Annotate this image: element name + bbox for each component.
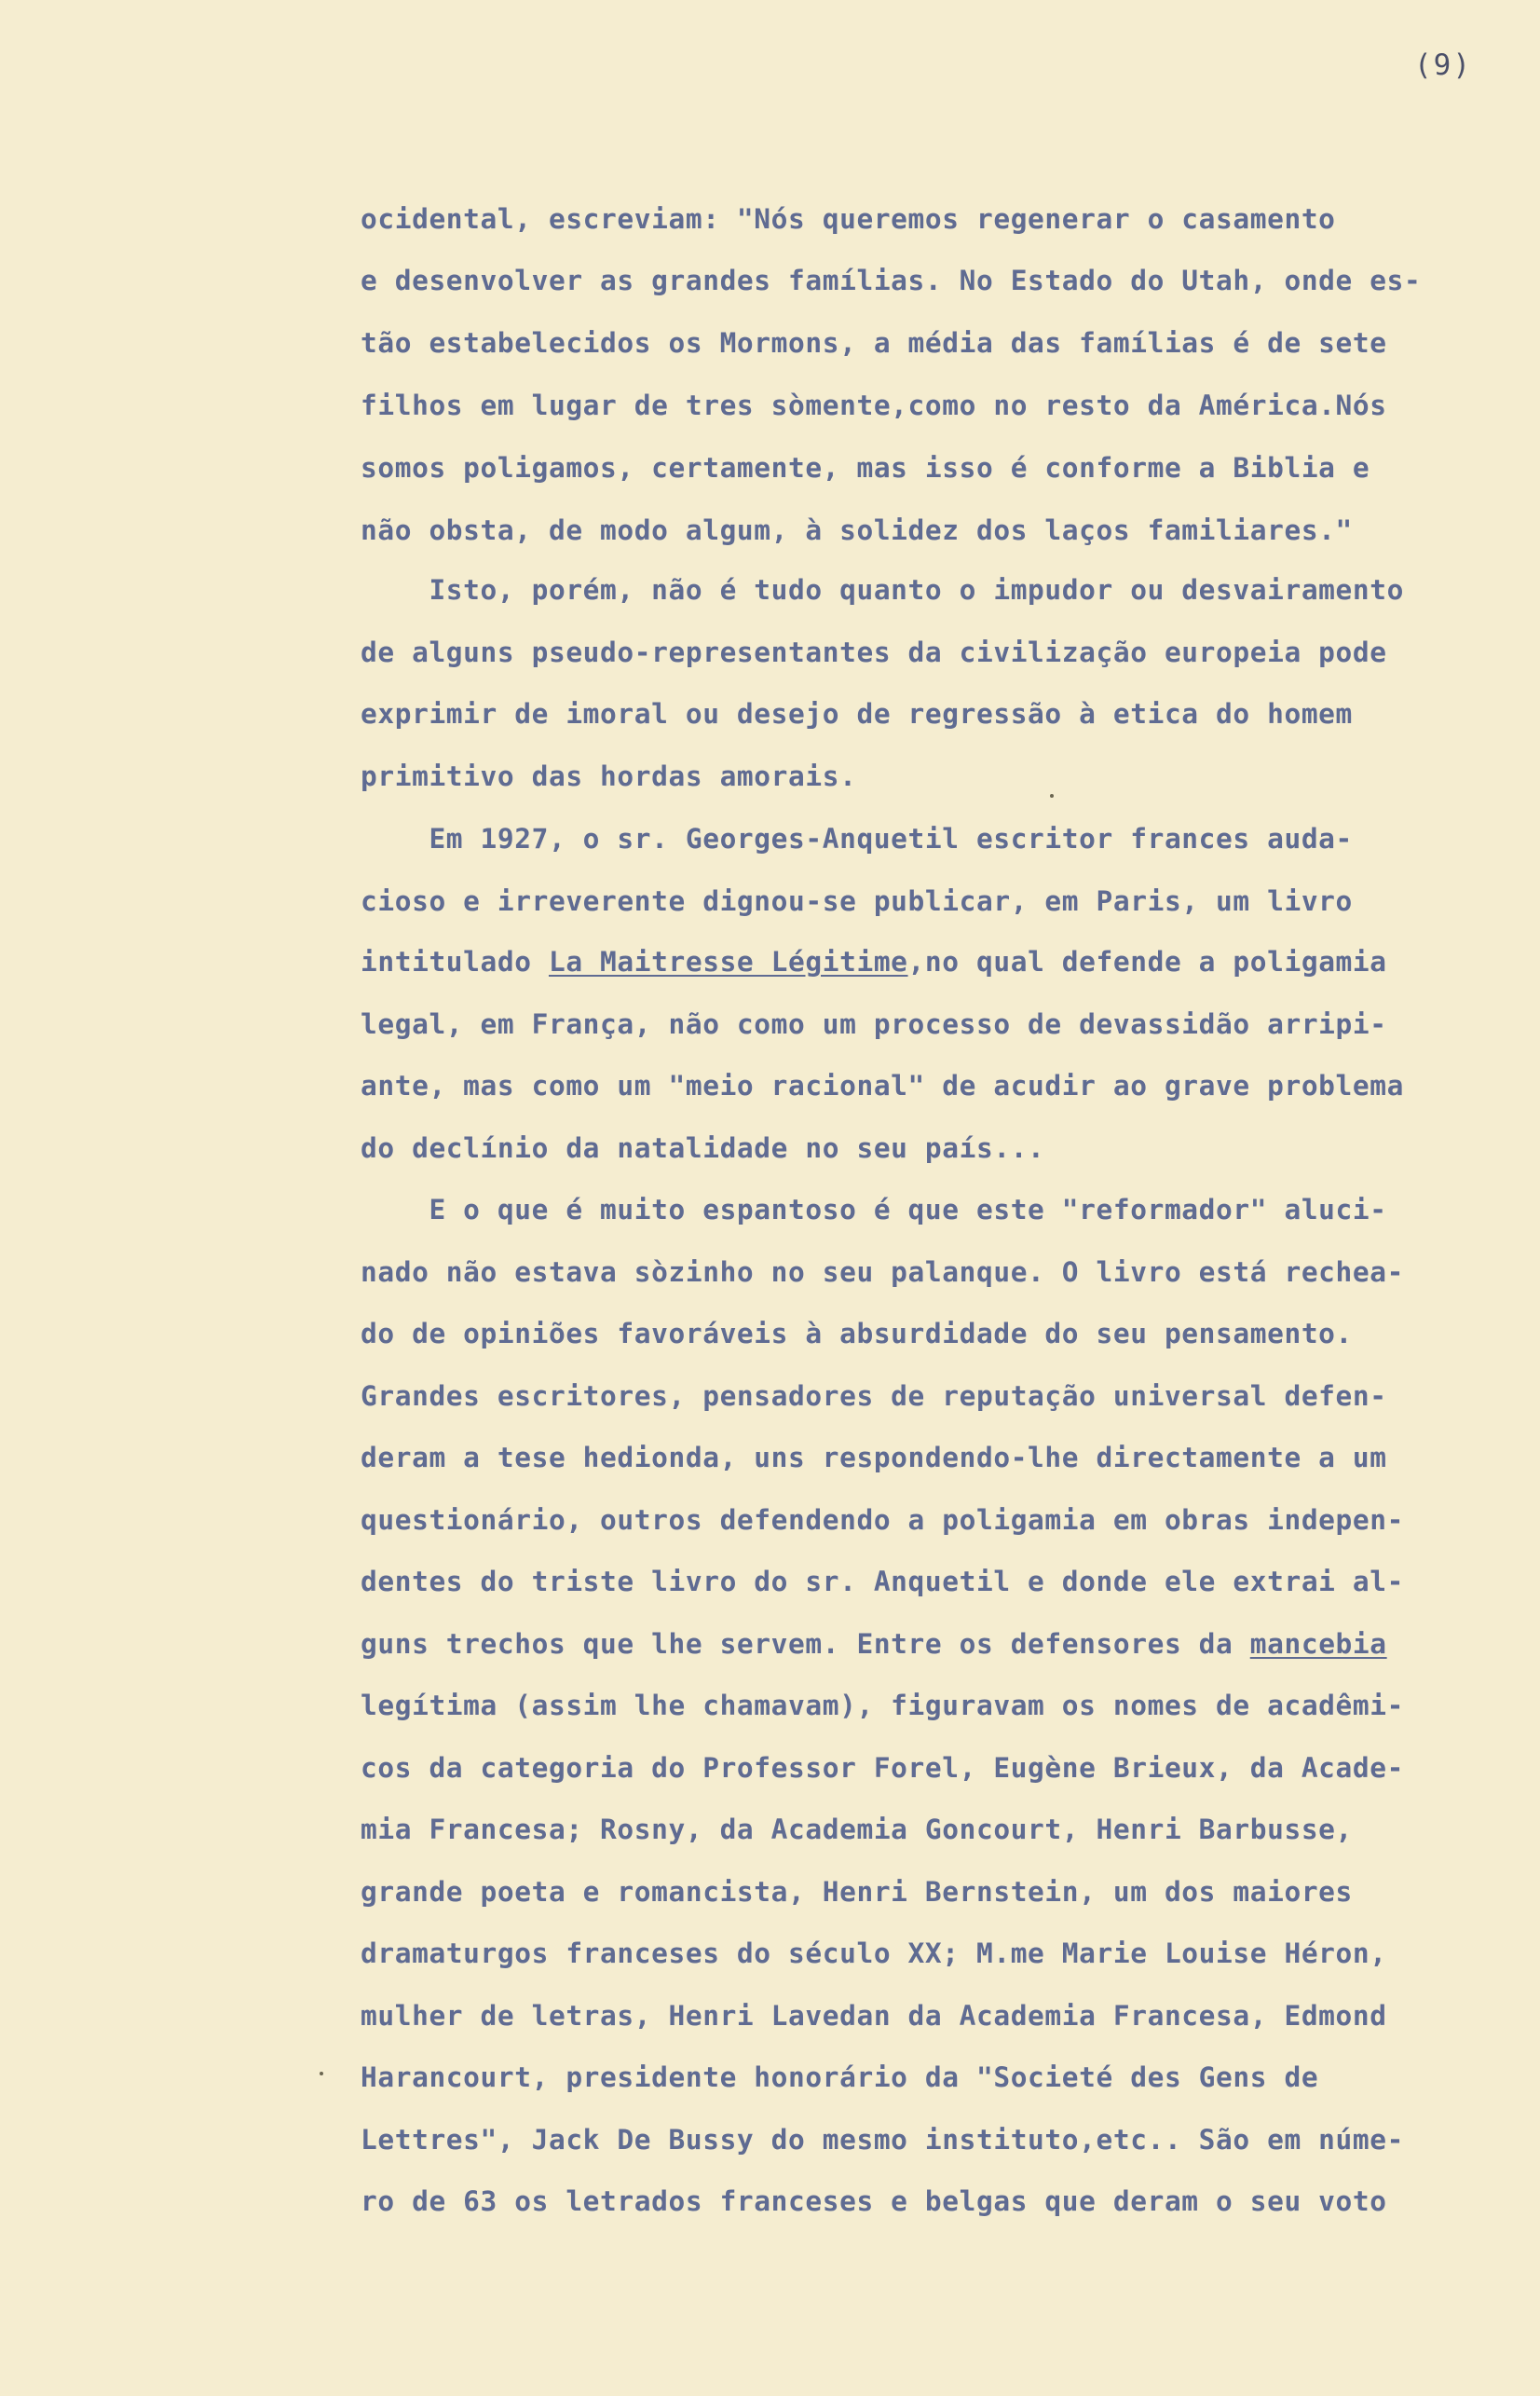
text-line: E o que é muito espantoso é que este "reformador" aluci- bbox=[361, 1194, 1387, 1225]
text-line-with-underline bbox=[361, 1628, 1387, 1660]
text-line: somos poligamos, certamente, mas isso é conforme a Biblia e bbox=[361, 452, 1370, 484]
book-title-underlined: La Maitresse Légitime bbox=[548, 946, 908, 978]
text-line-with-title bbox=[361, 946, 1387, 978]
text-line: dentes do triste livro do sr. Anquetil e donde ele extrai al- bbox=[361, 1566, 1404, 1597]
text-line: e desenvolver as grandes famílias. No Estado do Utah, onde es- bbox=[361, 265, 1422, 296]
text-segment: ,no qual defende a poligamia bbox=[907, 946, 1387, 978]
text-line: ro de 63 os letrados franceses e belgas que deram o seu voto bbox=[361, 2185, 1387, 2217]
text-line: primitivo das hordas amorais. bbox=[361, 760, 857, 792]
text-line: ocidental, escreviam: "Nós queremos regenerar o casamento bbox=[361, 203, 1336, 235]
text-line: do de opiniões favoráveis à absurdidade do seu pensamento. bbox=[361, 1318, 1353, 1349]
paper-speck bbox=[320, 2072, 323, 2075]
text-line: questionário, outros defendendo a poligamia em obras indepen- bbox=[361, 1504, 1404, 1536]
text-line: legítima (assim lhe chamavam), figuravam os nomes de acadêmi- bbox=[361, 1690, 1404, 1721]
text-line: dramaturgos franceses do século XX; M.me Marie Louise Héron, bbox=[361, 1937, 1387, 1969]
text-line: Harancourt, presidente honorário da "Societé des Gens de bbox=[361, 2061, 1319, 2093]
text-line: deram a tese hedionda, uns respondendo-lhe directamente a um bbox=[361, 1442, 1387, 1473]
text-line: do declínio da natalidade no seu país... bbox=[361, 1132, 1045, 1164]
text-segment: guns trechos que lhe servem. Entre os defensores da bbox=[361, 1628, 1250, 1660]
text-line: tão estabelecidos os Mormons, a média das famílias é de sete bbox=[361, 327, 1387, 359]
text-segment: intitulado bbox=[361, 946, 549, 978]
page-number: (9) bbox=[1414, 48, 1472, 82]
text-line: Lettres", Jack De Bussy do mesmo instituto,etc.. São em núme- bbox=[361, 2124, 1404, 2156]
text-line: cos da categoria do Professor Forel, Eugène Brieux, da Acade- bbox=[361, 1752, 1404, 1784]
text-line: ante, mas como um "meio racional" de acudir ao grave problema bbox=[361, 1070, 1404, 1102]
text-line: legal, em França, não como um processo de devassidão arripi- bbox=[361, 1008, 1387, 1040]
text-line: de alguns pseudo-representantes da civilização europeia pode bbox=[361, 637, 1387, 668]
text-line: nado não estava sòzinho no seu palanque. O livro está rechea- bbox=[361, 1256, 1404, 1288]
text-line: Grandes escritores, pensadores de reputação universal defen- bbox=[361, 1380, 1387, 1412]
text-line: filhos em lugar de tres sòmente,como no resto da América.Nós bbox=[361, 390, 1387, 421]
text-line: cioso e irreverente dignou-se publicar, em Paris, um livro bbox=[361, 885, 1353, 917]
text-line: não obsta, de modo algum, à solidez dos laços familiares." bbox=[361, 514, 1353, 546]
text-line: mulher de letras, Henri Lavedan da Academia Francesa, Edmond bbox=[361, 2000, 1387, 2032]
text-line: Em 1927, o sr. Georges-Anquetil escritor frances auda- bbox=[361, 823, 1353, 855]
text-line: Isto, porém, não é tudo quanto o impudor ou desvairamento bbox=[361, 574, 1404, 606]
text-line: grande poeta e romancista, Henri Bernstein, um dos maiores bbox=[361, 1876, 1353, 1908]
text-line: exprimir de imoral ou desejo de regressão à etica do homem bbox=[361, 698, 1353, 730]
text-line: mia Francesa; Rosny, da Academia Goncourt, Henri Barbusse, bbox=[361, 1814, 1353, 1845]
paper-speck bbox=[1050, 794, 1054, 798]
underlined-word: mancebia bbox=[1249, 1628, 1387, 1660]
